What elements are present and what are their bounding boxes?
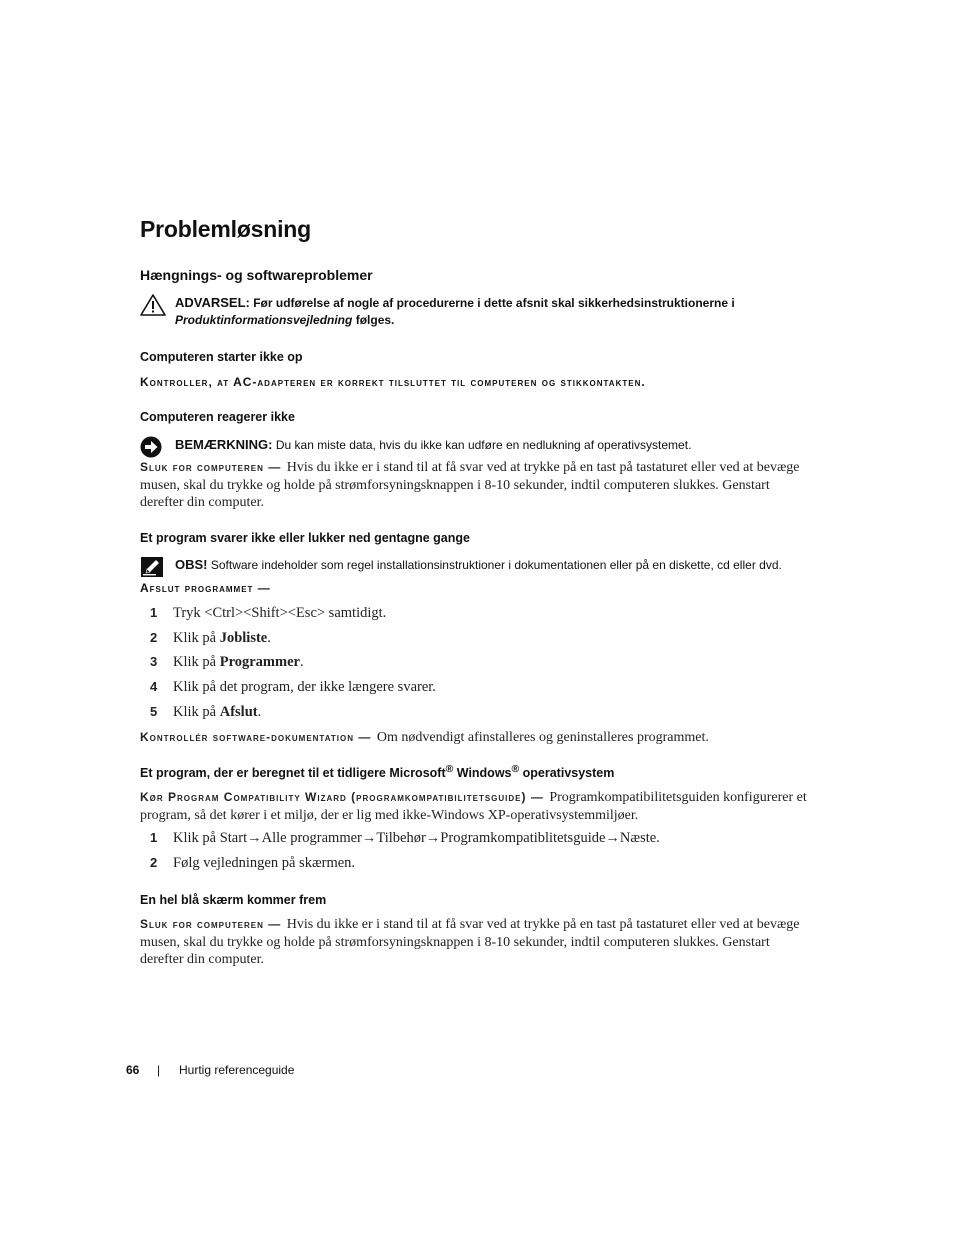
step-text: Klik på det program, der ikke længere svarer.: [173, 679, 436, 695]
close-program-lead: Afslut programmet —: [140, 581, 271, 595]
menu-path-accessories: Tilbehør: [376, 830, 426, 846]
menu-path-start: Start: [219, 830, 248, 846]
step-4: [150, 679, 436, 696]
note-pencil-icon: [140, 556, 164, 583]
check-documentation-body: Om nødvendigt afinstalleres og geninstalleres programmet.: [376, 730, 709, 745]
step-suffix: .: [299, 654, 304, 670]
power-off-body: Hvis du ikke er i stand til at få svar ved at trykke på en tast på tastaturet eller ved at bevæge musen, skal du trykke og holde på strømforsyningsknappen i 8-10 sekunder, indtil computeren slukkes. Genstart derefter din computer.: [140, 460, 800, 510]
arrow-icon: →: [361, 830, 377, 846]
step-suffix: .: [656, 830, 660, 846]
notice-text: Du kan miste data, hvis du ikke kan udføre en nedlukning af operativsystemet.: [275, 438, 692, 452]
blue-screen-body: Hvis du ikke er i stand til at få svar ved at trykke på en tast på tastaturet eller ved at bevæge musen, skal du trykke og holde på strømforsyningsknappen i 8-10 sekunder, indtil computeren slukkes. Genstart derefter din computer.: [140, 917, 800, 967]
step-text: Klik på: [173, 830, 220, 846]
warning-notice: [140, 294, 830, 329]
heading-blue-screen: En hel blå skærm kommer frem: [140, 893, 327, 907]
arrow-icon: →: [605, 830, 620, 846]
step-1: [150, 605, 386, 622]
menu-path-next: Næste: [619, 830, 657, 846]
heading-computer-not-responding: Computeren reagerer ikke: [140, 410, 295, 424]
note-box: [140, 556, 830, 574]
menu-path-all-programs: Alle programmer: [261, 830, 362, 846]
ui-label-task-manager: Jobliste: [219, 630, 268, 646]
step-number: 1: [150, 605, 158, 620]
power-off-paragraph: [140, 459, 810, 512]
step-text: Klik på: [173, 630, 220, 646]
wizard-step-2: [150, 855, 355, 872]
page-title: Problemløsning: [140, 216, 311, 242]
wizard-step-1: [150, 830, 660, 847]
warning-document-title: Produktinformationsvejledning: [175, 313, 353, 327]
check-documentation-lead: Kontrollér software-dokumentation —: [140, 730, 372, 744]
instruction-check-ac-adapter: Kontroller, at AC-adapteren er korrekt tilsluttet til computeren og stikkontakten.: [140, 375, 646, 389]
footer-separator: |: [157, 1063, 161, 1077]
step-suffix: .: [257, 704, 262, 720]
step-number: 4: [150, 679, 158, 694]
note-label: OBS!: [175, 557, 208, 572]
warning-label: ADVARSEL:: [175, 295, 250, 310]
notice-box: [140, 436, 830, 454]
step-3: [150, 654, 304, 671]
step-number: 2: [150, 630, 158, 645]
heading-part: operativsystem: [519, 766, 615, 781]
note-text: Software indeholder som regel installationsinstruktioner i dokumentationen eller på en diskette, cd eller dvd.: [210, 558, 782, 572]
step-number: 1: [150, 830, 158, 845]
heading-computer-wont-start: Computeren starter ikke op: [140, 350, 303, 364]
arrow-icon: →: [425, 830, 441, 846]
ui-label-programs: Programmer: [219, 654, 300, 670]
heading-part: Et program, der er beregnet til et tidligere Microsoft: [140, 766, 446, 781]
compatibility-wizard-paragraph: [140, 789, 810, 824]
warning-tail: følges.: [355, 313, 395, 327]
registered-mark: ®: [445, 764, 454, 775]
heading-part: Windows: [453, 766, 512, 781]
page-number: 66: [126, 1063, 140, 1077]
step-text: Klik på: [173, 654, 220, 670]
step-2: [150, 630, 271, 647]
step-5: [150, 704, 261, 721]
step-number: 2: [150, 855, 158, 870]
registered-mark: ®: [511, 764, 520, 775]
power-off-lead: Sluk for computeren —: [140, 460, 282, 474]
step-suffix: .: [267, 630, 271, 646]
section-title: Hængnings- og softwareproblemer: [140, 267, 373, 283]
arrow-icon: →: [247, 830, 262, 846]
warning-triangle-icon: [140, 294, 166, 321]
heading-older-windows-program: [140, 764, 614, 780]
step-text: Klik på: [173, 704, 220, 720]
menu-path-compatibility-wizard: Programkompatiblitetsguide: [440, 830, 606, 846]
step-number: 3: [150, 654, 158, 669]
step-text: Tryk <Ctrl><Shift><Esc> samtidigt.: [173, 605, 387, 621]
blue-screen-lead: Sluk for computeren —: [140, 917, 282, 931]
notice-label: BEMÆRKNING:: [175, 437, 273, 452]
compatibility-wizard-lead: Kør Program Compatibility Wizard (programkompatibilitetsguide) —: [140, 790, 544, 804]
step-number: 5: [150, 704, 158, 719]
step-text: Følg vejledningen på skærmen.: [173, 855, 356, 871]
ui-label-end-task: Afslut: [219, 704, 258, 720]
compatibility-wizard-body: Programkompatibilitetsguiden konfigurerer et program, så det kører i et miljø, der er lig med ikke-Windows XP-operativsystemmiljøer.: [140, 790, 807, 823]
check-documentation-paragraph: [140, 729, 810, 747]
blue-screen-paragraph: [140, 916, 810, 969]
footer-guide-name: Hurtig referenceguide: [179, 1063, 295, 1077]
heading-program-not-responding: Et program svarer ikke eller lukker ned gentagne gange: [140, 531, 470, 545]
warning-text: Før udførelse af nogle af procedurerne i dette afsnit skal sikkerhedsinstruktionerne i: [253, 296, 735, 310]
